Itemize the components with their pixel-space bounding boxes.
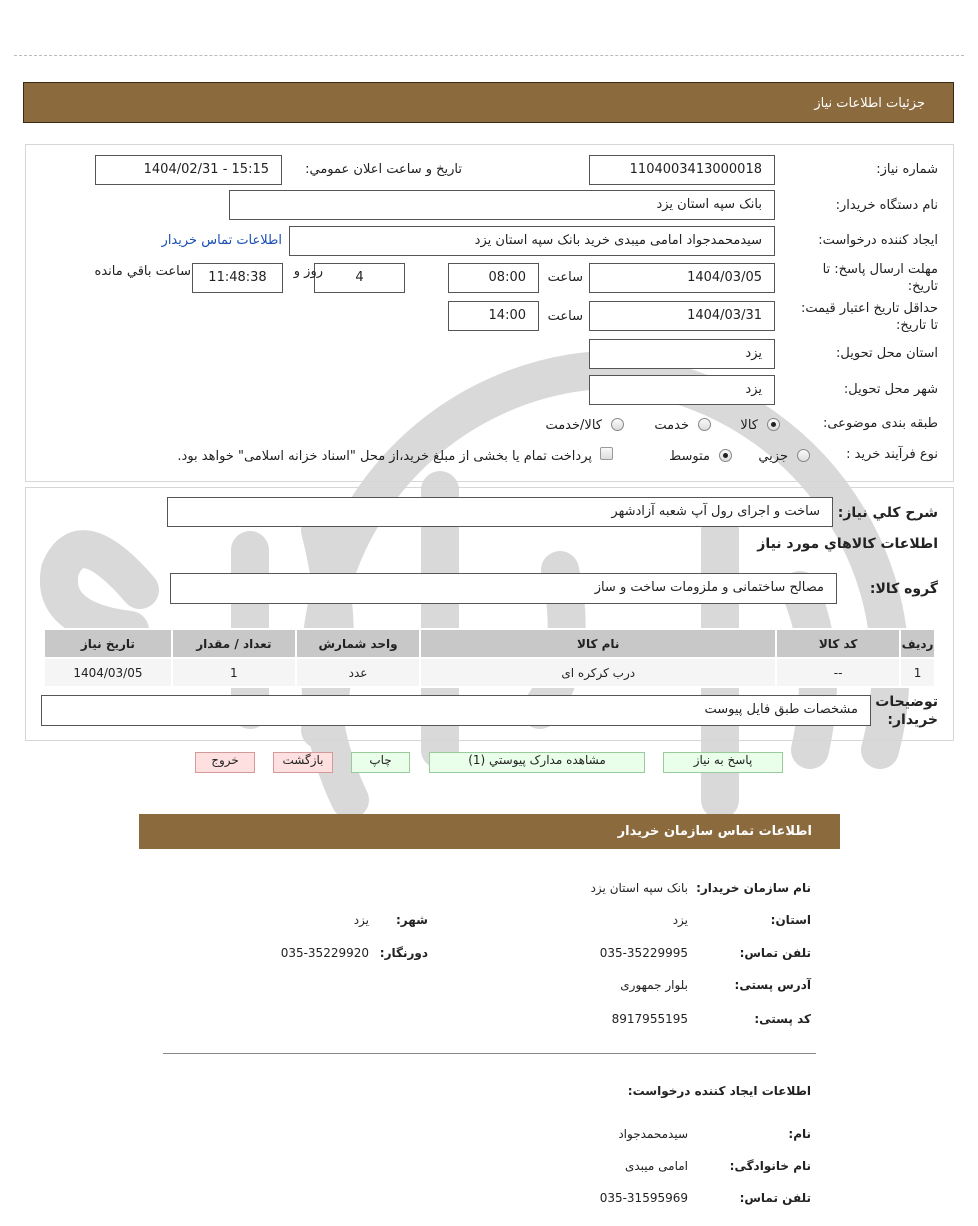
category-option-goods: کالا	[740, 418, 758, 433]
col-item-code: کد کالا	[776, 629, 900, 658]
process-option-medium: متوسط	[669, 449, 710, 464]
notes-label: توضیحات	[875, 694, 938, 710]
creator-phone-label: تلفن تماس:	[739, 1191, 811, 1205]
category-radio-goods[interactable]	[767, 418, 780, 431]
contact-address-value: بلوار جمهوری	[620, 978, 688, 992]
contact-fax-value: 035-35229920	[280, 946, 369, 960]
contact-org-value: بانک سپه استان یزد	[590, 881, 688, 895]
cell-need-date: 1404/03/05	[44, 658, 172, 687]
goods-group-label: گروه کالا:	[869, 581, 938, 597]
creator-family-label: نام خانوادگی:	[729, 1159, 811, 1173]
cell-unit: عدد	[296, 658, 420, 687]
province-field: یزد	[589, 339, 775, 369]
contact-phone-value: 035-35229995	[599, 946, 688, 960]
days-remaining-field: 4	[314, 263, 405, 293]
deadline-time-label: ساعت	[547, 270, 583, 285]
contact-divider	[163, 1053, 816, 1054]
city-label: شهر محل تحویل:	[843, 382, 938, 397]
province-label: استان محل تحویل:	[836, 346, 938, 361]
col-need-date: تاریخ نیاز	[44, 629, 172, 658]
creator-family-value: امامی میبدی	[624, 1159, 688, 1173]
buyer-org-field: بانک سپه استان یزد	[229, 190, 775, 220]
city-field: یزد	[589, 375, 775, 405]
process-radio-medium[interactable]	[719, 449, 732, 462]
buyer-contact-link[interactable]: اطلاعات تماس خریدار	[161, 233, 282, 248]
view-documents-button[interactable]: مشاهده مدارک پیوستي (1)	[429, 752, 645, 773]
category-option-goods-service: کالا/خدمت	[545, 418, 602, 433]
summary-label: شرح کلي نیاز:	[837, 505, 938, 521]
payment-checkbox[interactable]	[600, 447, 613, 460]
contact-city-label: شهر:	[396, 913, 428, 927]
category-radio-goods-service[interactable]	[611, 418, 624, 431]
col-row-number: ردیف	[900, 629, 935, 658]
goods-table	[43, 628, 936, 688]
contact-postal-value: 8917955195	[611, 1012, 688, 1026]
remaining-time-label: ساعت باقي مانده	[94, 264, 191, 279]
contact-province-value: یزد	[672, 913, 688, 927]
print-button[interactable]: چاپ	[351, 752, 410, 773]
days-label: روز و	[293, 264, 323, 279]
goods-section-title: اطلاعات کالاهاي مورد نیاز	[757, 536, 938, 552]
cell-item-code: --	[776, 658, 900, 687]
top-dotted-divider	[14, 55, 964, 56]
validity-label-2: تا تاریخ:	[896, 318, 938, 333]
creator-section-title: اطلاعات ایجاد کننده درخواست:	[627, 1084, 811, 1098]
validity-label: حداقل تاریخ اعتبار قیمت:	[800, 301, 938, 316]
buyer-org-label: نام دستگاه خریدار:	[835, 198, 938, 213]
validity-date-field: 1404/03/31	[589, 301, 775, 331]
contact-header-bar: اطلاعات تماس سازمان خریدار	[139, 814, 840, 849]
table-row	[44, 658, 935, 687]
announce-label: تاریخ و ساعت اعلان عمومي:	[305, 162, 462, 177]
deadline-label-2: تاریخ:	[907, 279, 938, 294]
col-item-name: نام کالا	[420, 629, 776, 658]
process-radio-minor[interactable]	[797, 449, 810, 462]
notes-label-2: خریدار:	[887, 712, 938, 728]
contact-city-value: یزد	[353, 913, 369, 927]
col-unit: واحد شمارش	[296, 629, 420, 658]
creator-name-label: نام:	[788, 1127, 811, 1141]
col-quantity: تعداد / مقدار	[172, 629, 296, 658]
goods-table-header	[44, 629, 935, 658]
announce-field: 1404/02/31 - 15:15	[95, 155, 282, 185]
requester-label: ایجاد کننده درخواست:	[818, 233, 938, 248]
need-number-field: 1104003413000018	[589, 155, 775, 185]
category-option-service: خدمت	[654, 418, 689, 433]
cell-item-name: درب کرکره ای	[420, 658, 776, 687]
category-label: طبقه بندی موضوعی:	[822, 416, 938, 431]
contact-address-label: آدرس پستی:	[734, 978, 811, 992]
validity-time-label: ساعت	[547, 309, 583, 324]
notes-field: مشخصات طبق فایل پیوست	[41, 695, 871, 726]
contact-org-label: نام سازمان خریدار:	[696, 881, 811, 895]
reply-button[interactable]: پاسخ به نیاز	[663, 752, 783, 773]
creator-phone-value: 035-31595969	[599, 1191, 688, 1205]
need-number-label: شماره نیاز:	[876, 162, 938, 177]
deadline-label: مهلت ارسال پاسخ: تا	[822, 262, 938, 277]
exit-button[interactable]: خروج	[195, 752, 255, 773]
cell-row-number: 1	[900, 658, 935, 687]
category-radio-service[interactable]	[698, 418, 711, 431]
deadline-date-field: 1404/03/05	[589, 263, 775, 293]
contact-province-label: استان:	[770, 913, 811, 927]
process-label: نوع فرآیند خرید :	[846, 447, 938, 462]
payment-note: پرداخت تمام یا بخشی از مبلغ خرید،از محل "اسناد خزانه اسلامی" خواهد بود.	[177, 449, 592, 464]
contact-postal-label: کد پستی:	[754, 1012, 811, 1026]
creator-name-value: سیدمحمدجواد	[618, 1127, 688, 1141]
goods-group-field: مصالح ساختمانی و ملزومات ساخت و ساز	[170, 573, 837, 604]
cell-quantity: 1	[172, 658, 296, 687]
validity-time-field: 14:00	[448, 301, 539, 331]
deadline-time-field: 08:00	[448, 263, 539, 293]
page-header-bar: جزئیات اطلاعات نیاز	[23, 82, 954, 123]
remaining-time-field: 11:48:38	[192, 263, 283, 293]
process-option-minor: جزیي	[758, 449, 788, 464]
requester-field: سیدمحمدجواد امامی میبدی خرید بانک سپه استان یزد	[289, 226, 775, 256]
summary-field: ساخت و اجرای رول آپ شعبه آزادشهر	[167, 497, 833, 527]
contact-phone-label: تلفن تماس:	[739, 946, 811, 960]
back-button[interactable]: بازگشت	[273, 752, 333, 773]
contact-fax-label: دورنگار:	[379, 946, 428, 960]
